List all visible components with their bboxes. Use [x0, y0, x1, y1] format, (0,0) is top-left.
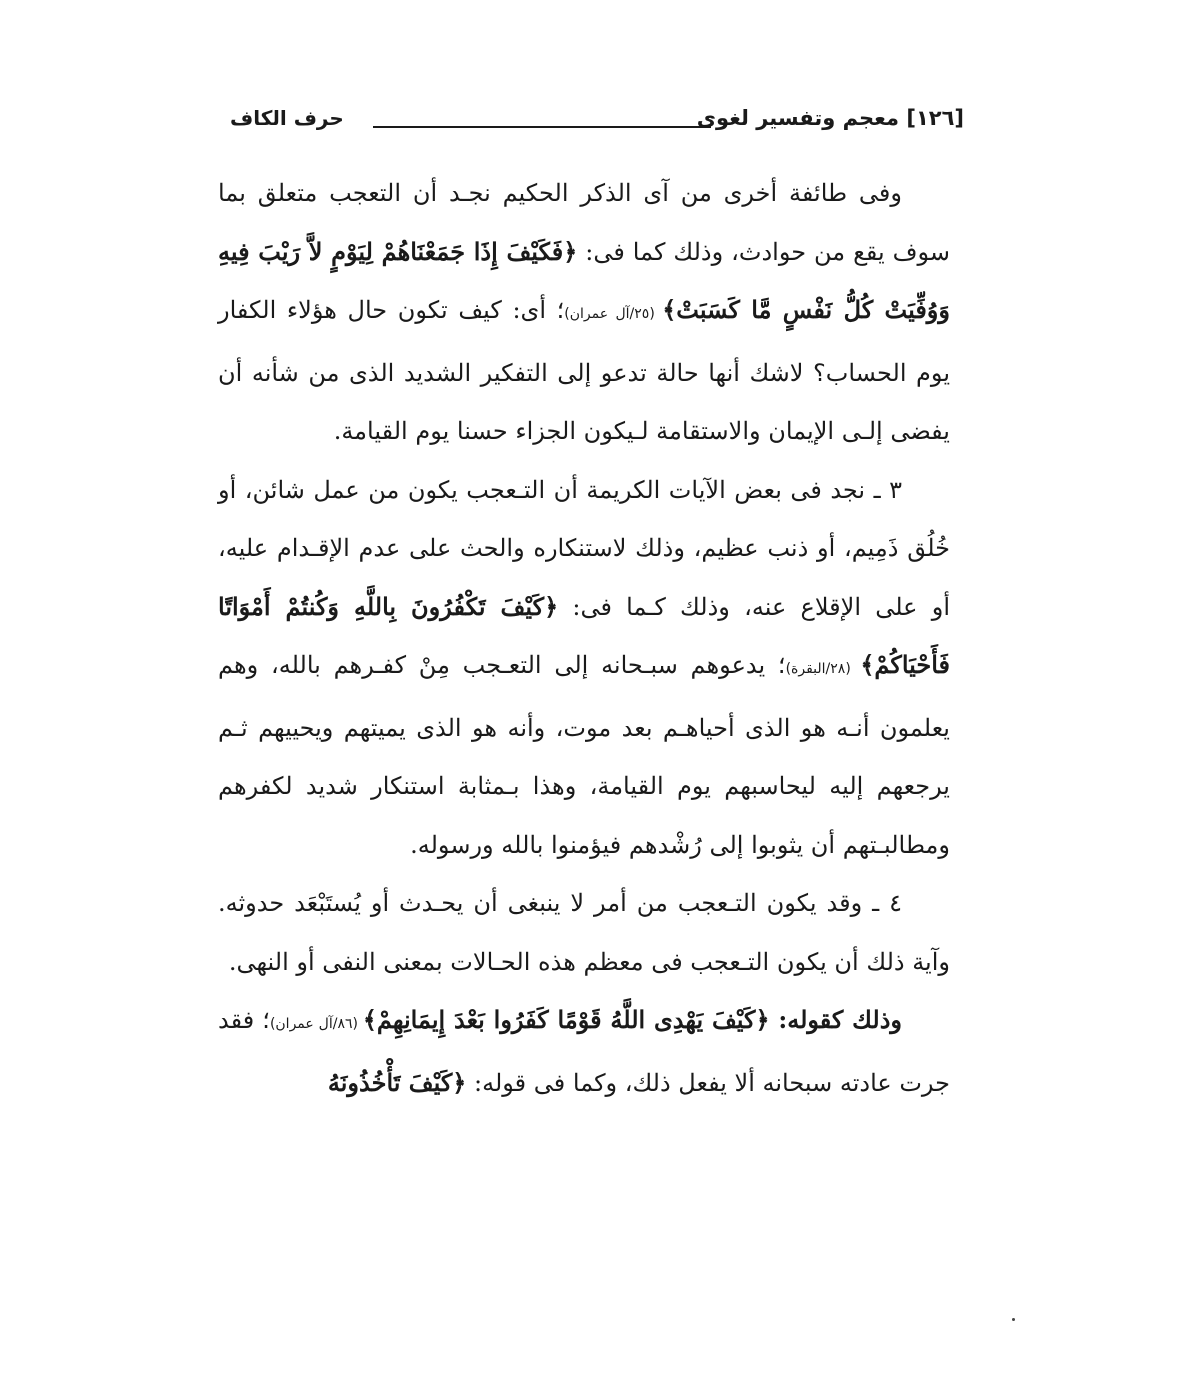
paragraph-3 [218, 874, 950, 991]
page-body [218, 164, 950, 1112]
paragraph-text: ؛ يدعوهم سبـحانه إلى التعـجب مِنْ كفـرهم بالله، وهم يعلمون أنـه هو الذى أحياهـم بعد موت، وأنه هو الذى يميتهم ويحييهم ثـم يرجعهم إليه ليحاسبهم يوم القيامة، وهذا بـمثابة استنكار شديد لكفرهم ومطالبـتهم أن يثوبوا إلى رُشْدهم فيؤمنوا بالله ورسوله. [218, 651, 950, 859]
quran-verse: ﴿كَيْفَ تَأْخُذُونَهُ [327, 1067, 467, 1097]
verse-reference: (٢٨/البقرة) [785, 661, 861, 677]
verse-reference: (٨٦/آل عمران) [269, 1016, 363, 1032]
quran-verse: ﴿فَكَيْفَ إِذَا جَمَعْنَاهُمْ لِيَوْمٍ لاَّ رَيْبَ فِيهِ وَوُفِّيَتْ كُلُّ نَفْسٍ مَّا كَسَبَتْ﴾ [218, 236, 950, 324]
paragraph-4 [218, 991, 950, 1112]
paragraph-text: ٤ ـ وقد يكون التـعجب من أمر لا ينبغى أن يحـدث أو يُستَبْعَد حدوثه. وآية ذلك أن يكون التـعجب فى معظم هذه الحـالات بمعنى النفى أو النهى. [218, 889, 950, 976]
quran-verse: ﴿كَيْفَ تَكْفُرُونَ بِاللَّهِ وَكُنتُمْ أَمْوَاتًا فَأَحْيَاكُمْ﴾ [218, 591, 950, 679]
paragraph-2 [218, 461, 950, 875]
verse-reference: (٢٥/آل عمران) [564, 306, 663, 322]
running-title: [١٢٦] معجم وتفسير لغوى [696, 106, 964, 130]
page-header [230, 106, 964, 140]
paragraph-text: وفى طائفة أخرى من آى الذكر الحكيم نجـد أن التعجب متعلق بما سوف يقع من حوادث، وذلك كما فى: [218, 179, 951, 266]
paragraph-text: ؛ فقد جرت عادته سبحانه ألا يفعل ذلك، وكما فى قوله: [218, 1006, 950, 1097]
paragraph-1 [218, 164, 950, 461]
paragraph-lead: وذلك كقوله: [769, 1005, 902, 1034]
header-rule [373, 126, 711, 128]
scan-speck [1012, 1318, 1015, 1321]
paragraph-text: ٣ ـ نجد فى بعض الآيات الكريمة أن التـعجب يكون من عمل شائن، أو خُلُق ذَمِيم، أو ذنب عظيم، وذلك لاستنكاره والحث على عدم الإقـدام عليه، أو على الإقلاع عنه، وذلك كـما فى: [218, 475, 950, 621]
section-title: حرف الكاف [230, 106, 344, 130]
paragraph-text: ؛ أى: كيف تكون حال هؤلاء الكفار يوم الحساب؟ لاشك أنها حالة تدعو إلى التفكير الشديد الذى من شأنه أن يفضى إلـى الإيمان والاستقامة لـيكون الجزاء حسنا يوم القيامة. [218, 296, 950, 445]
quran-verse: ﴿كَيْفَ يَهْدِى اللَّهُ قَوْمًا كَفَرُوا بَعْدَ إِيمَانِهِمْ﴾ [362, 1005, 770, 1034]
